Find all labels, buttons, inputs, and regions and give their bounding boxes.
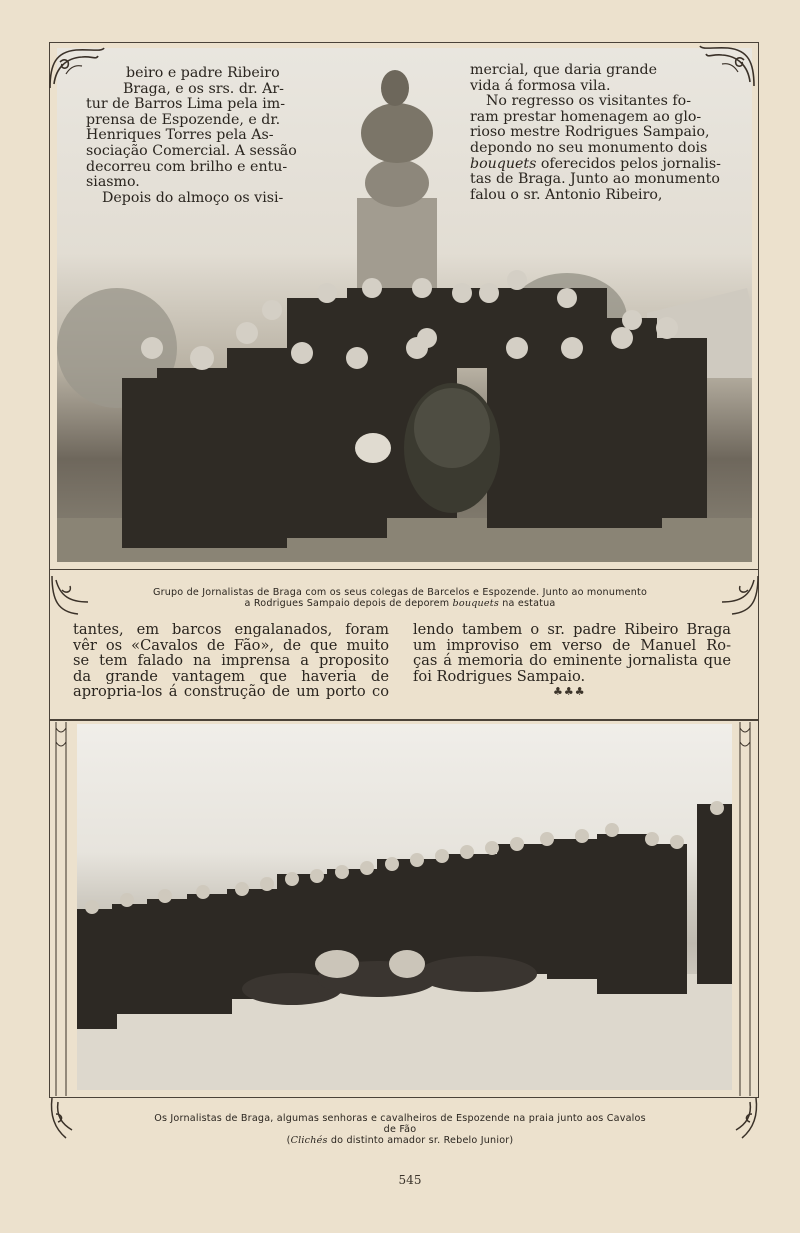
text-line: depondo no seu monumento dois (470, 139, 708, 156)
caption-line (100, 598, 700, 609)
caption-italic: Clichés (290, 1135, 328, 1146)
text-line: lendo tambem o sr. padre Ribeiro Braga (413, 621, 731, 638)
text-line: vêr os «Cavalos de Fão», de que muito (73, 636, 389, 654)
section-ornament: ♣♣♣ (553, 685, 586, 698)
text-fragment: oferecidos pelos jornalis- (536, 155, 721, 172)
corner-ornament-icon (700, 572, 762, 620)
text-line: ças á memoria do eminente jornalista que (413, 652, 731, 670)
text-line: Braga, e os srs. dr. Ar- (123, 80, 284, 97)
text-line: vida á formosa vila. (470, 77, 611, 94)
text-line: beiro e padre Ribeiro (126, 65, 280, 81)
text-line: tas de Braga. Junto ao monumento (470, 171, 720, 188)
text-line: Depois do almoço os visi- (102, 189, 284, 206)
beach-group-photo-drawing (77, 724, 732, 1090)
text-line: sociação Comercial. A sessão (86, 142, 297, 159)
text-line: se tem falado na imprensa a proposito (73, 652, 389, 670)
caption-line (100, 1135, 700, 1146)
top-left-text-column (86, 66, 314, 206)
caption-line: Grupo de Jornalistas de Braga com os seus colegas de Barcelos e Espozende. Junto ao monumento (152, 587, 648, 598)
corner-ornament-icon (46, 1094, 108, 1142)
right-side-ornament (737, 722, 753, 1096)
caption-line: de Fão (383, 1124, 417, 1135)
caption-fragment: do distinto amador sr. Rebelo Junior) (327, 1135, 514, 1146)
text-line (470, 157, 736, 173)
caption-fragment: a Rodrigues Sampaio depois de deporem (244, 598, 453, 609)
text-line: apropria-los á construção de um porto co (73, 683, 389, 701)
text-line: tur de Barros Lima pela im- (86, 96, 286, 113)
middle-right-text-column (413, 622, 731, 684)
text-line: decorreu com brilho e entu- (86, 158, 288, 175)
text-line: da grande vantagem que haveria de (73, 667, 389, 685)
left-side-ornament (53, 722, 69, 1096)
beach-group-photo (77, 724, 732, 1090)
caption-fragment: na estatua (498, 598, 556, 609)
text-line: siasmo. (86, 174, 140, 191)
corner-ornament-icon (46, 44, 108, 92)
caption-fragment: ( (286, 1135, 291, 1146)
text-line: foi Rodrigues Sampaio. (413, 667, 586, 685)
caption-italic: bouquets (452, 598, 499, 609)
italic-word: bouquets (470, 155, 537, 172)
text-line: No regresso os visitantes fo- (486, 93, 691, 110)
text-line: um improviso em verso de Manuel Ro- (413, 636, 731, 654)
text-line: Henriques Torres pela As- (86, 127, 274, 144)
bottom-photo-caption (100, 1113, 700, 1146)
middle-left-text-column (73, 622, 389, 700)
text-line: rioso mestre Rodrigues Sampaio, (470, 124, 710, 141)
text-line: prensa de Espozende, e dr. (86, 111, 281, 128)
text-line: tantes, em barcos engalanados, foram (73, 621, 389, 638)
text-line: mercial, que daria grande (470, 62, 658, 78)
corner-ornament-icon (700, 1094, 762, 1142)
top-photo-caption (100, 587, 700, 609)
text-line: ram prestar homenagem ao glo- (470, 108, 702, 125)
text-line: falou o sr. Antonio Ribeiro, (470, 186, 663, 203)
page-number: 545 (398, 1173, 422, 1187)
caption-line: Os Jornalistas de Braga, algumas senhoras e cavalheiros de Espozende na praia junto aos Cavalos (154, 1113, 646, 1124)
corner-ornament-icon (696, 42, 758, 90)
